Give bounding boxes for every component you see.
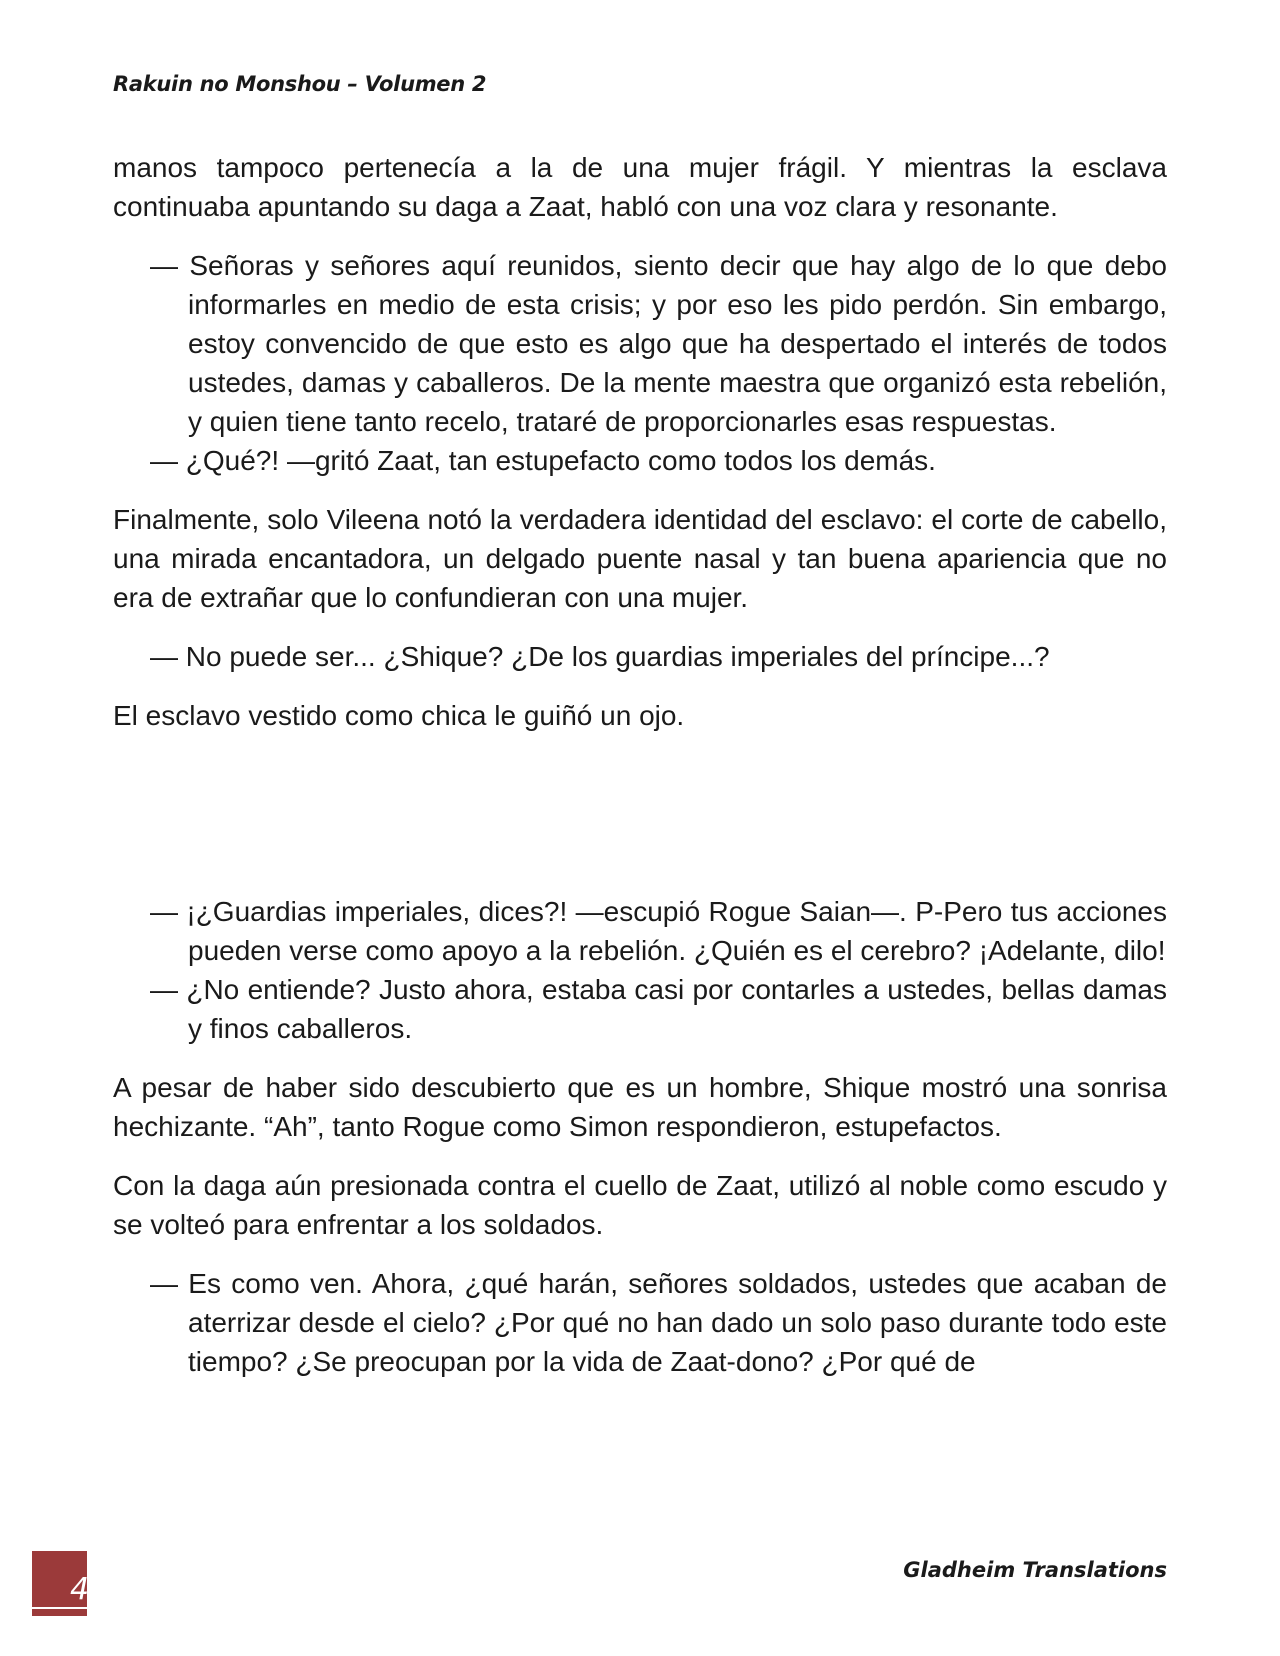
paragraph: El esclavo vestido como chica le guiñó un ojo. xyxy=(113,700,685,731)
page-number-underline xyxy=(32,1607,87,1609)
dialogue-line: — Es como ven. Ahora, ¿qué harán, señores soldados, ustedes que acaban de aterrizar desde el cielo? ¿Por qué no han dado un solo paso durante todo este tiempo? ¿Se preocupan por la vida de Zaat-dono? ¿Por qué de xyxy=(150,1268,1167,1377)
paragraph: manos tampoco pertenecía a la de una mujer frágil. Y mientras la esclava continuaba apuntando su daga a Zaat, habló con una voz clara y resonante. xyxy=(113,152,1167,222)
dialogue-line: — Señoras y señores aquí reunidos, siento decir que hay algo de lo que debo informarles en medio de esta crisis; y por eso les pido perdón. Sin embargo, estoy convencido de que esto es algo que ha despertado el interés de todos ustedes, damas y caballeros. De la mente maestra que organizó esta rebelión, y quien tiene tanto recelo, trataré de proporcionarles esas respuestas. xyxy=(150,250,1167,437)
paragraph: Con la daga aún presionada contra el cuello de Zaat, utilizó al noble como escudo y se volteó para enfrentar a los soldados. xyxy=(113,1170,1167,1240)
dialogue-line: — No puede ser... ¿Shique? ¿De los guardias imperiales del príncipe...? xyxy=(150,641,1050,672)
dialogue-block xyxy=(113,246,1167,480)
dialogue-line: — ¿Qué?! —gritó Zaat, tan estupefacto como todos los demás. xyxy=(150,445,936,476)
dialogue-line: — ¡¿Guardias imperiales, dices?! —escupió Rogue Saian—. P-Pero tus acciones pueden verse como apoyo a la rebelión. ¿Quién es el cerebro? ¡Adelante, dilo! xyxy=(150,896,1167,966)
body-text xyxy=(113,148,1167,1401)
footer-credit: Gladheim Translations xyxy=(903,1558,1167,1582)
dialogue-block xyxy=(113,1264,1167,1381)
section-break xyxy=(113,755,1167,892)
page-number: 4 xyxy=(70,1572,90,1607)
running-header: Rakuin no Monshou – Volumen 2 xyxy=(113,72,487,96)
paragraph: Finalmente, solo Vileena notó la verdadera identidad del esclavo: el corte de cabello, una mirada encantadora, un delgado puente nasal y tan buena apariencia que no era de extrañar que lo confundieran con una mujer. xyxy=(113,504,1167,613)
dialogue-block xyxy=(113,637,1167,676)
dialogue-block xyxy=(113,892,1167,1048)
paragraph: A pesar de haber sido descubierto que es un hombre, Shique mostró una sonrisa hechizante. “Ah”, tanto Rogue como Simon respondieron, estupefactos. xyxy=(113,1072,1167,1142)
dialogue-line: — ¿No entiende? Justo ahora, estaba casi por contarles a ustedes, bellas damas y finos caballeros. xyxy=(150,974,1167,1044)
